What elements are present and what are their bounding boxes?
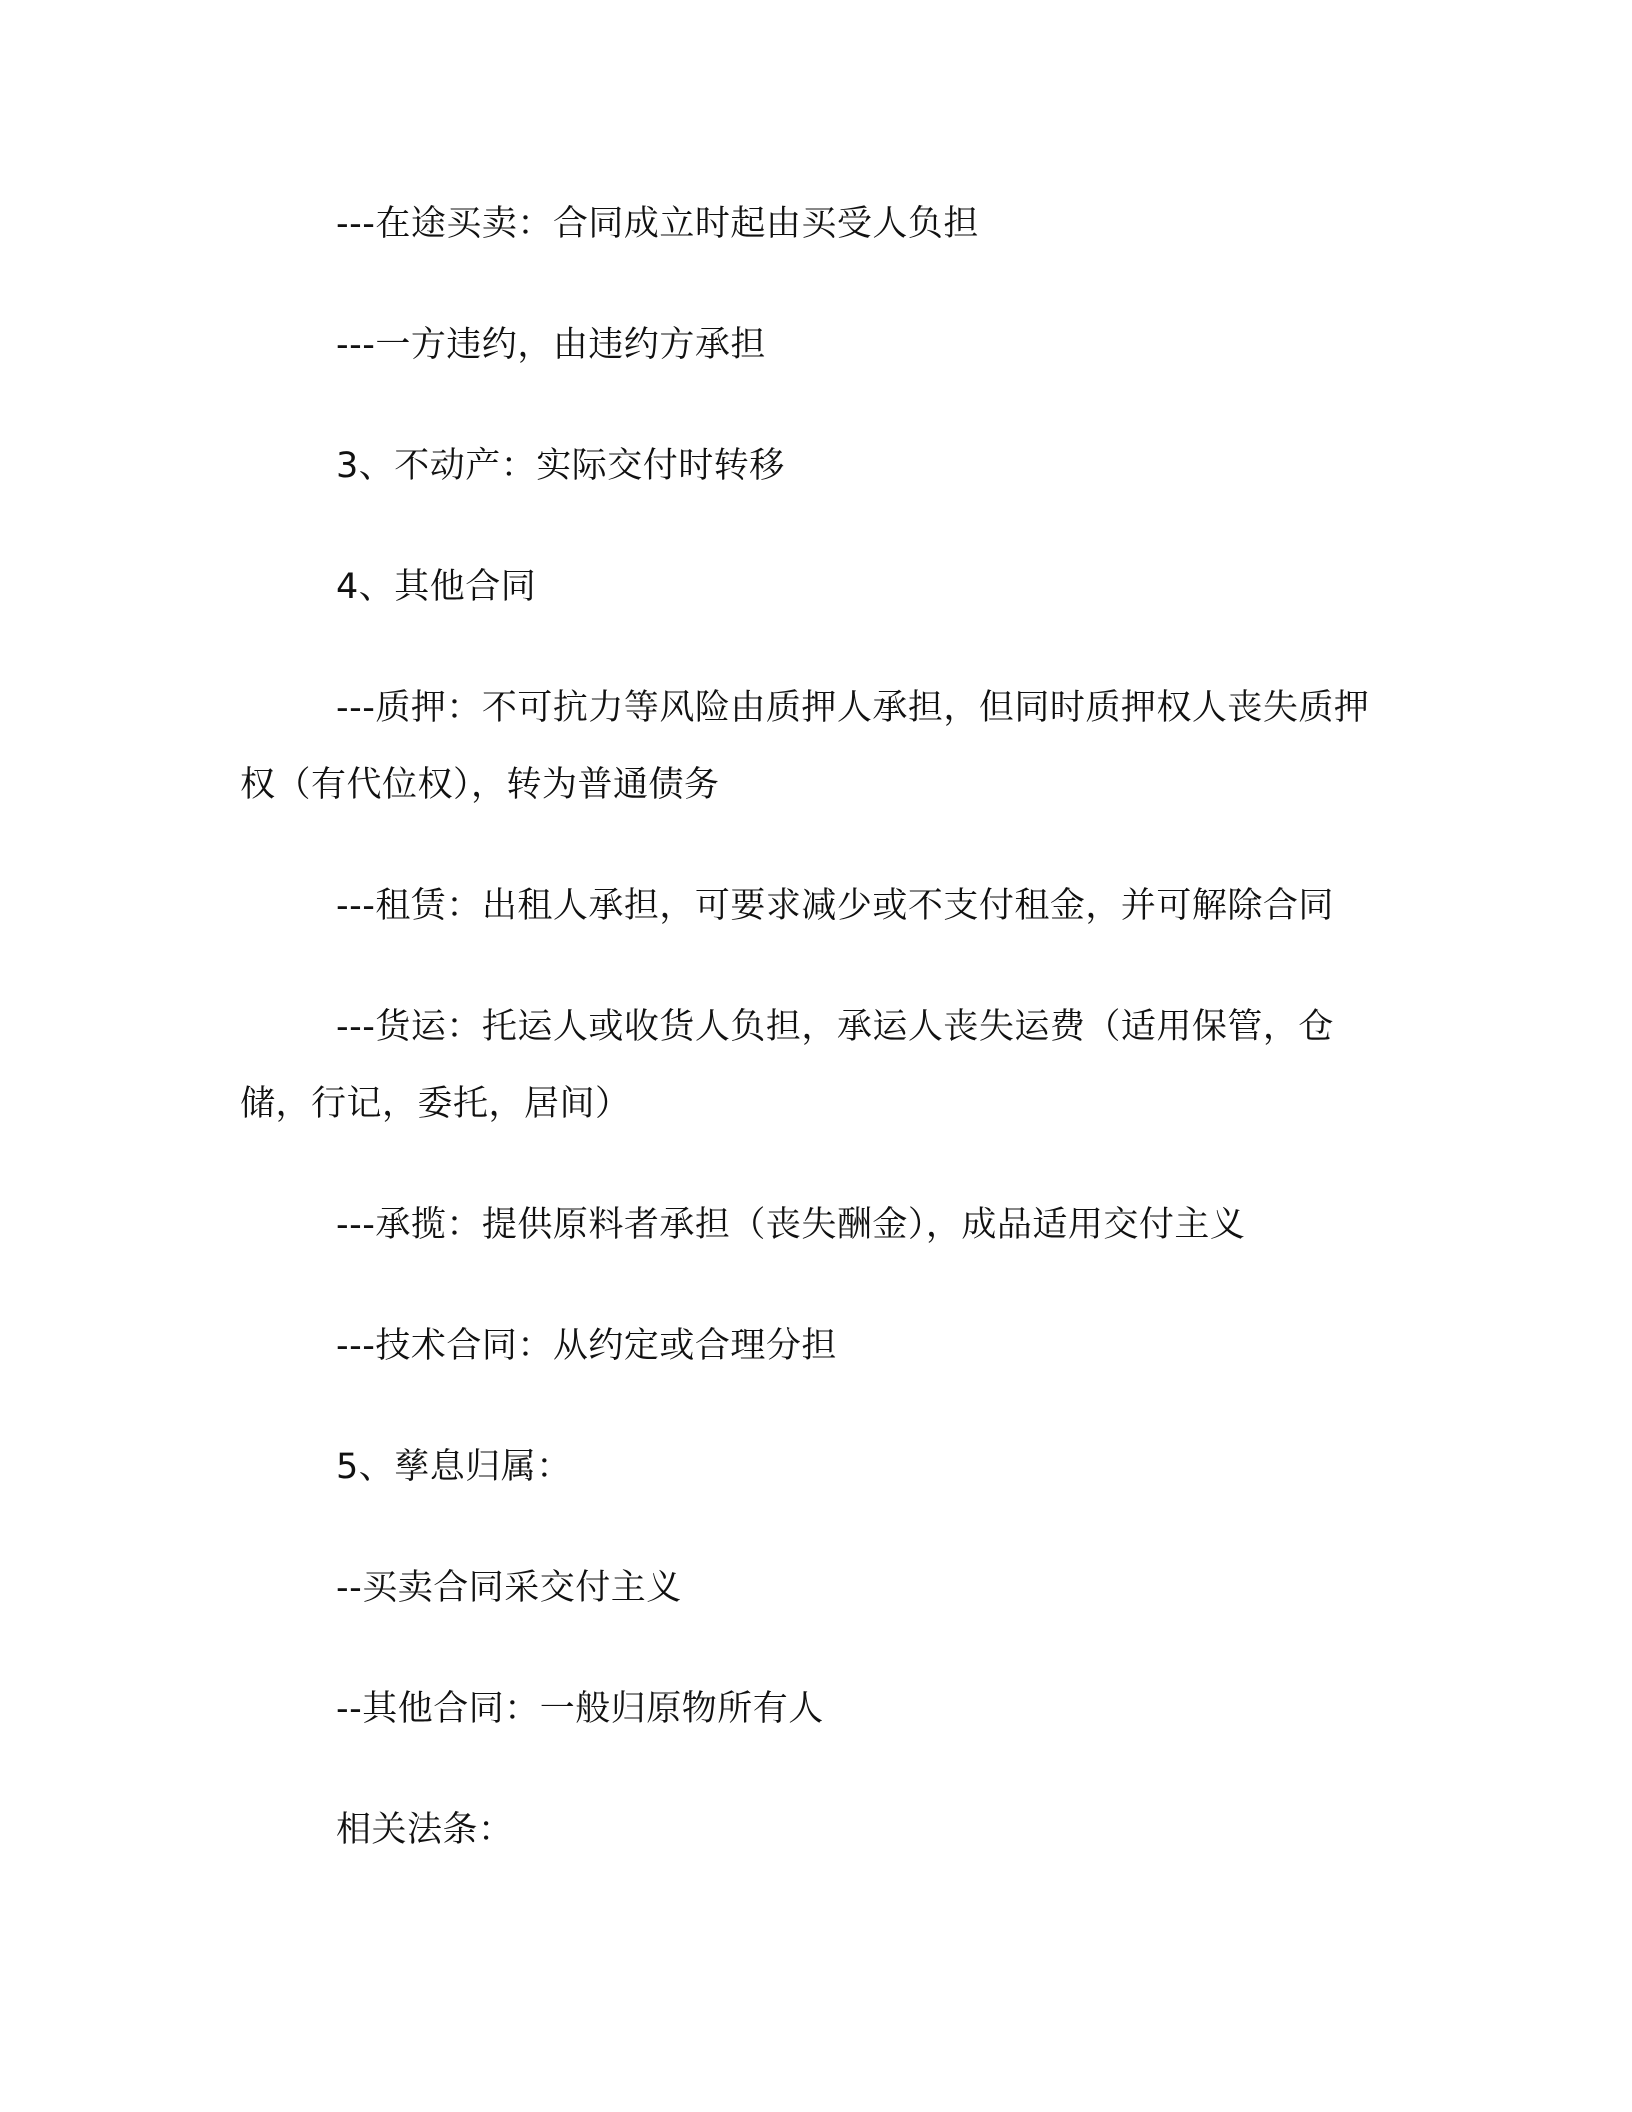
paragraph-related-provisions: 相关法条： <box>336 1810 514 1850</box>
paragraph-breach: ---一方违约，由违约方承担 <box>336 325 766 365</box>
paragraph-sales-contract: --买卖合同采交付主义 <box>336 1568 682 1608</box>
paragraph-fruits-ownership: 5、孳息归属： <box>336 1447 572 1487</box>
paragraph-real-estate: 3、不动产：实际交付时转移 <box>336 446 785 486</box>
paragraph-lease: ---租赁：出租人承担，可要求减少或不支付租金，并可解除合同 <box>336 886 1334 926</box>
paragraph-pledge: ---质押：不可抗力等风险由质押人承担，但同时质押权人丧失质押权（有代位权），转为普通债务 <box>240 688 1370 805</box>
paragraph-in-transit-sale: ---在途买卖：合同成立时起由买受人负担 <box>336 204 979 244</box>
paragraph-freight: ---货运：托运人或收货人负担，承运人丧失运费（适用保管，仓储，行记，委托，居间） <box>240 1007 1334 1124</box>
paragraph-work-contract: ---承揽：提供原料者承担（丧失酬金），成品适用交付主义 <box>336 1205 1246 1245</box>
paragraph-technology-contract: ---技术合同：从约定或合理分担 <box>336 1326 837 1366</box>
paragraph-other-contracts: 4、其他合同 <box>336 567 537 607</box>
document-body <box>240 186 1392 1913</box>
paragraph-other-contract-owner: --其他合同：一般归原物所有人 <box>336 1689 824 1729</box>
